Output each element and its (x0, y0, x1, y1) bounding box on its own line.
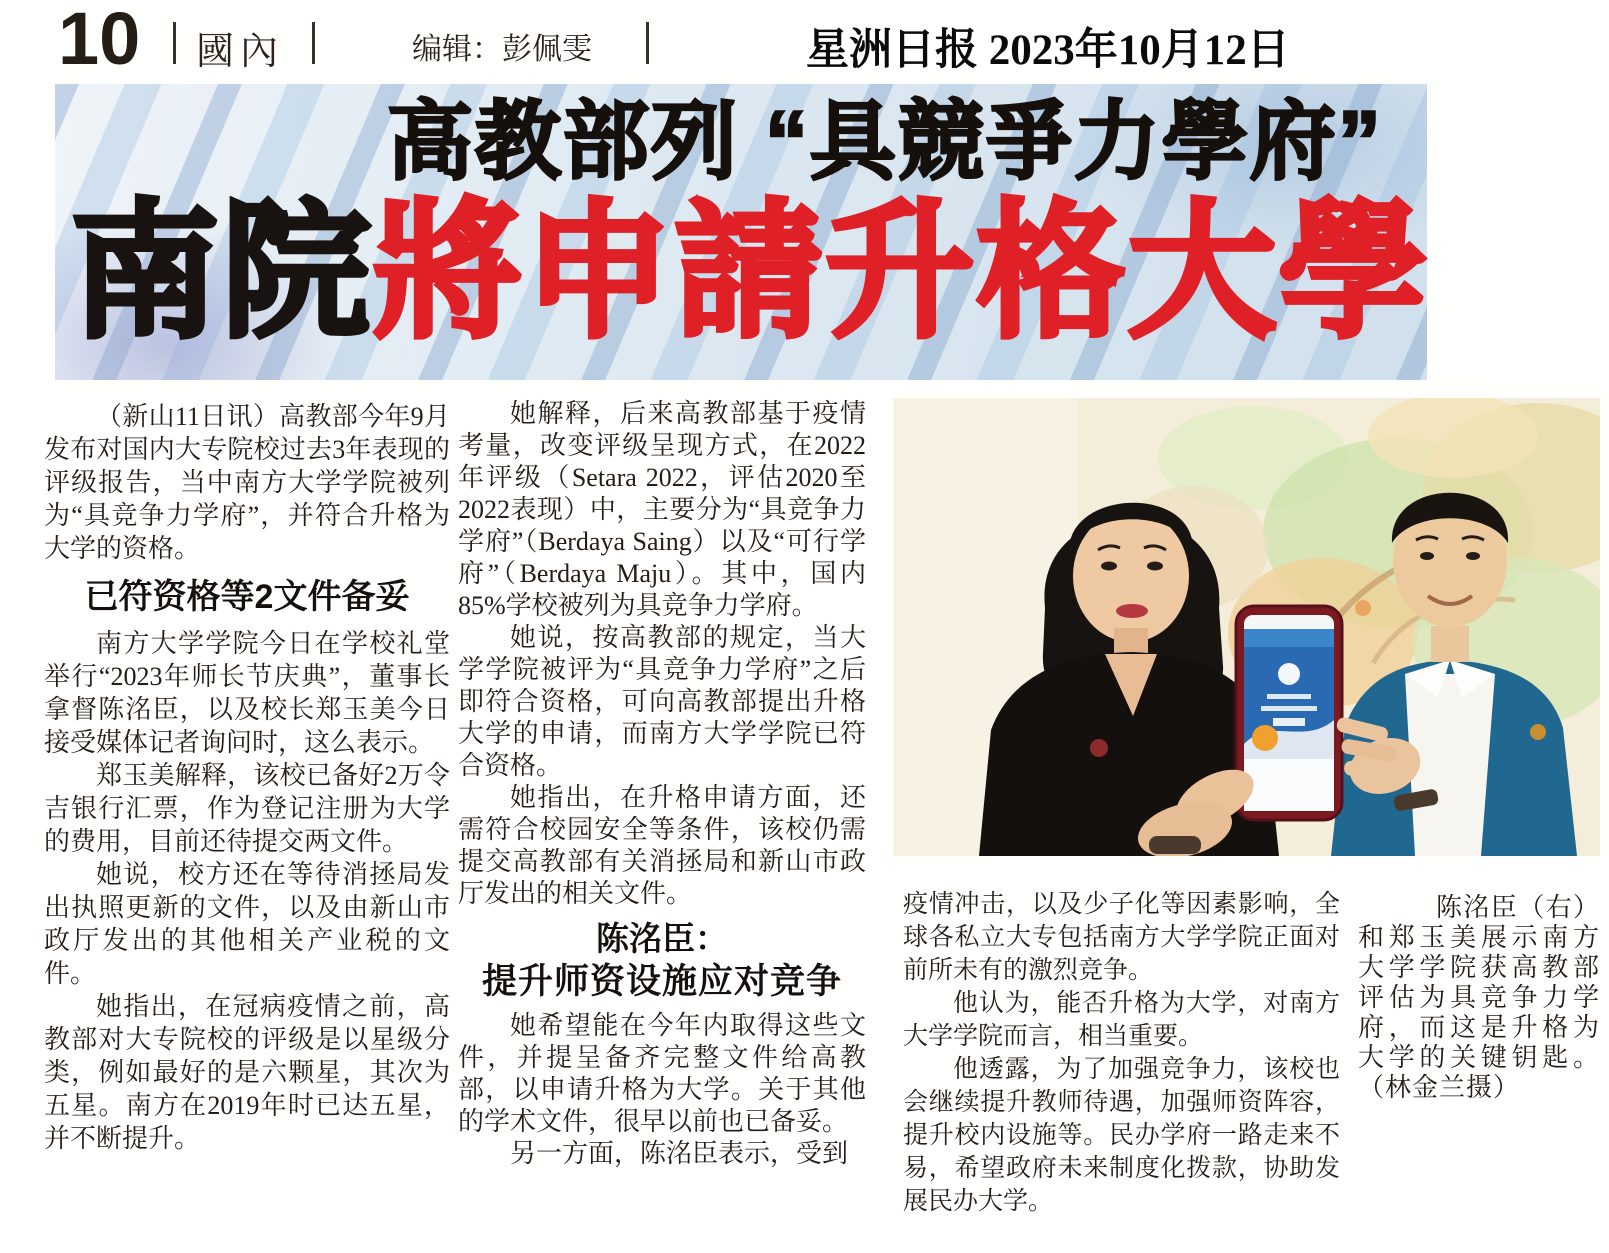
main-headline-red: 將申請升格大學 (373, 190, 1430, 355)
article-column-2 (458, 398, 866, 1170)
photo-caption-text: 陈洺臣（右）和郑玉美展示南方大学学院获高教部评估为具竞争力学府，而这是升格为大学的关键钥匙。（林金兰摄） (1358, 893, 1600, 1102)
section-name: 國內 (196, 31, 285, 73)
paragraph: 她指出，在冠病疫情之前，高教部对大专院校的评级是以星级分类，例如最好的是六颗星，其次为五星。南方在2019年时已达五星，并不断提升。 (44, 992, 450, 1153)
article-column-1 (44, 400, 450, 1155)
subheading-line2: 提升师资设施应对竞争 (481, 962, 842, 1001)
main-headline-black: 南院 (71, 190, 373, 355)
photo-caption (1358, 893, 1600, 1103)
subheading-line1: 陈洺臣： (596, 920, 728, 957)
main-headline (71, 190, 1430, 355)
divider (312, 22, 315, 64)
paragraph: 南方大学学院今日在学校礼堂举行“2023年师长节庆典”，董事长拿督陈洺臣，以及校长郑玉美今日接受媒体记者询问时，这么表示。 (44, 629, 450, 757)
masthead-date: 星洲日报 2023年10月12日 (806, 27, 1290, 74)
kicker-headline: 高教部列 “具競爭力學府” (387, 94, 1383, 190)
paragraph: 她希望能在今年内取得这些文件，并提呈备齐完整文件给高教部，以申请升格为大学。关于其他的学术文件，很早以前也已备妥。 (458, 1011, 866, 1136)
paragraph: 他认为，能否升格为大学，对南方大学学院而言，相当重要。 (903, 990, 1340, 1050)
paragraph: 另一方面，陈洺臣表示，受到 (510, 1139, 849, 1168)
editor-credit: 编辑：彭佩雯 (412, 33, 592, 66)
paragraph: 她指出，在升格申请方面，还需符合校园安全等条件，该校仍需提交高教部有关消拯局和新山市政厅发出的相关文件。 (458, 783, 866, 908)
paragraph: 疫情冲击，以及少子化等因素影响，全球各私立大专包括南方大学学院正面对前所未有的激烈竞争。 (903, 891, 1340, 984)
headline-banner (55, 84, 1430, 380)
paragraph: 她解释，后来高教部基于疫情考量，改变评级呈现方式，在2022年评级（Setara 2022，评估2020至2022表现）中，主要分为“具竞争力学府”（Berdaya Saing）以及“可行学府”（Berdaya Maju）。其中，国内85%学校被列为具竞争力学府。 (458, 399, 866, 620)
divider (173, 22, 176, 64)
paragraph: 她说，校方还在等待消拯局发出执照更新的文件，以及由新山市政厅发出的其他相关产业税的文件。 (44, 860, 450, 988)
page-header (0, 0, 1609, 84)
subheading-documents-ready: 已符资格等2文件备妥 (84, 578, 410, 616)
page-number: 10 (58, 0, 141, 80)
subheading-chen-quote (458, 918, 866, 1004)
article-column-3 (903, 888, 1340, 1218)
paragraph: 他透露，为了加强竞争力，该校也会继续提升教师待遇，加强师资阵容，提升校内设施等。民办学府一路走来不易，希望政府未来制度化拨款，协助发展民办大学。 (903, 1056, 1340, 1215)
paragraph: 她说，按高教部的规定，当大学学院被评为“具竞争力学府”之后即符合资格，可向高教部提出升格大学的申请，而南方大学学院已符合资格。 (458, 623, 866, 780)
paragraph: 郑玉美解释，该校已备好2万令吉银行汇票，作为登记注册为大学的费用，目前还待提交两文件。 (44, 761, 450, 856)
news-photo (893, 398, 1600, 856)
divider (646, 22, 649, 64)
paragraph: （新山11日讯）高教部今年9月发布对国内大专院校过去3年表现的评级报告，当中南方大学学院被列为“具竞争力学府”，并符合升格为大学的资格。 (44, 402, 450, 563)
